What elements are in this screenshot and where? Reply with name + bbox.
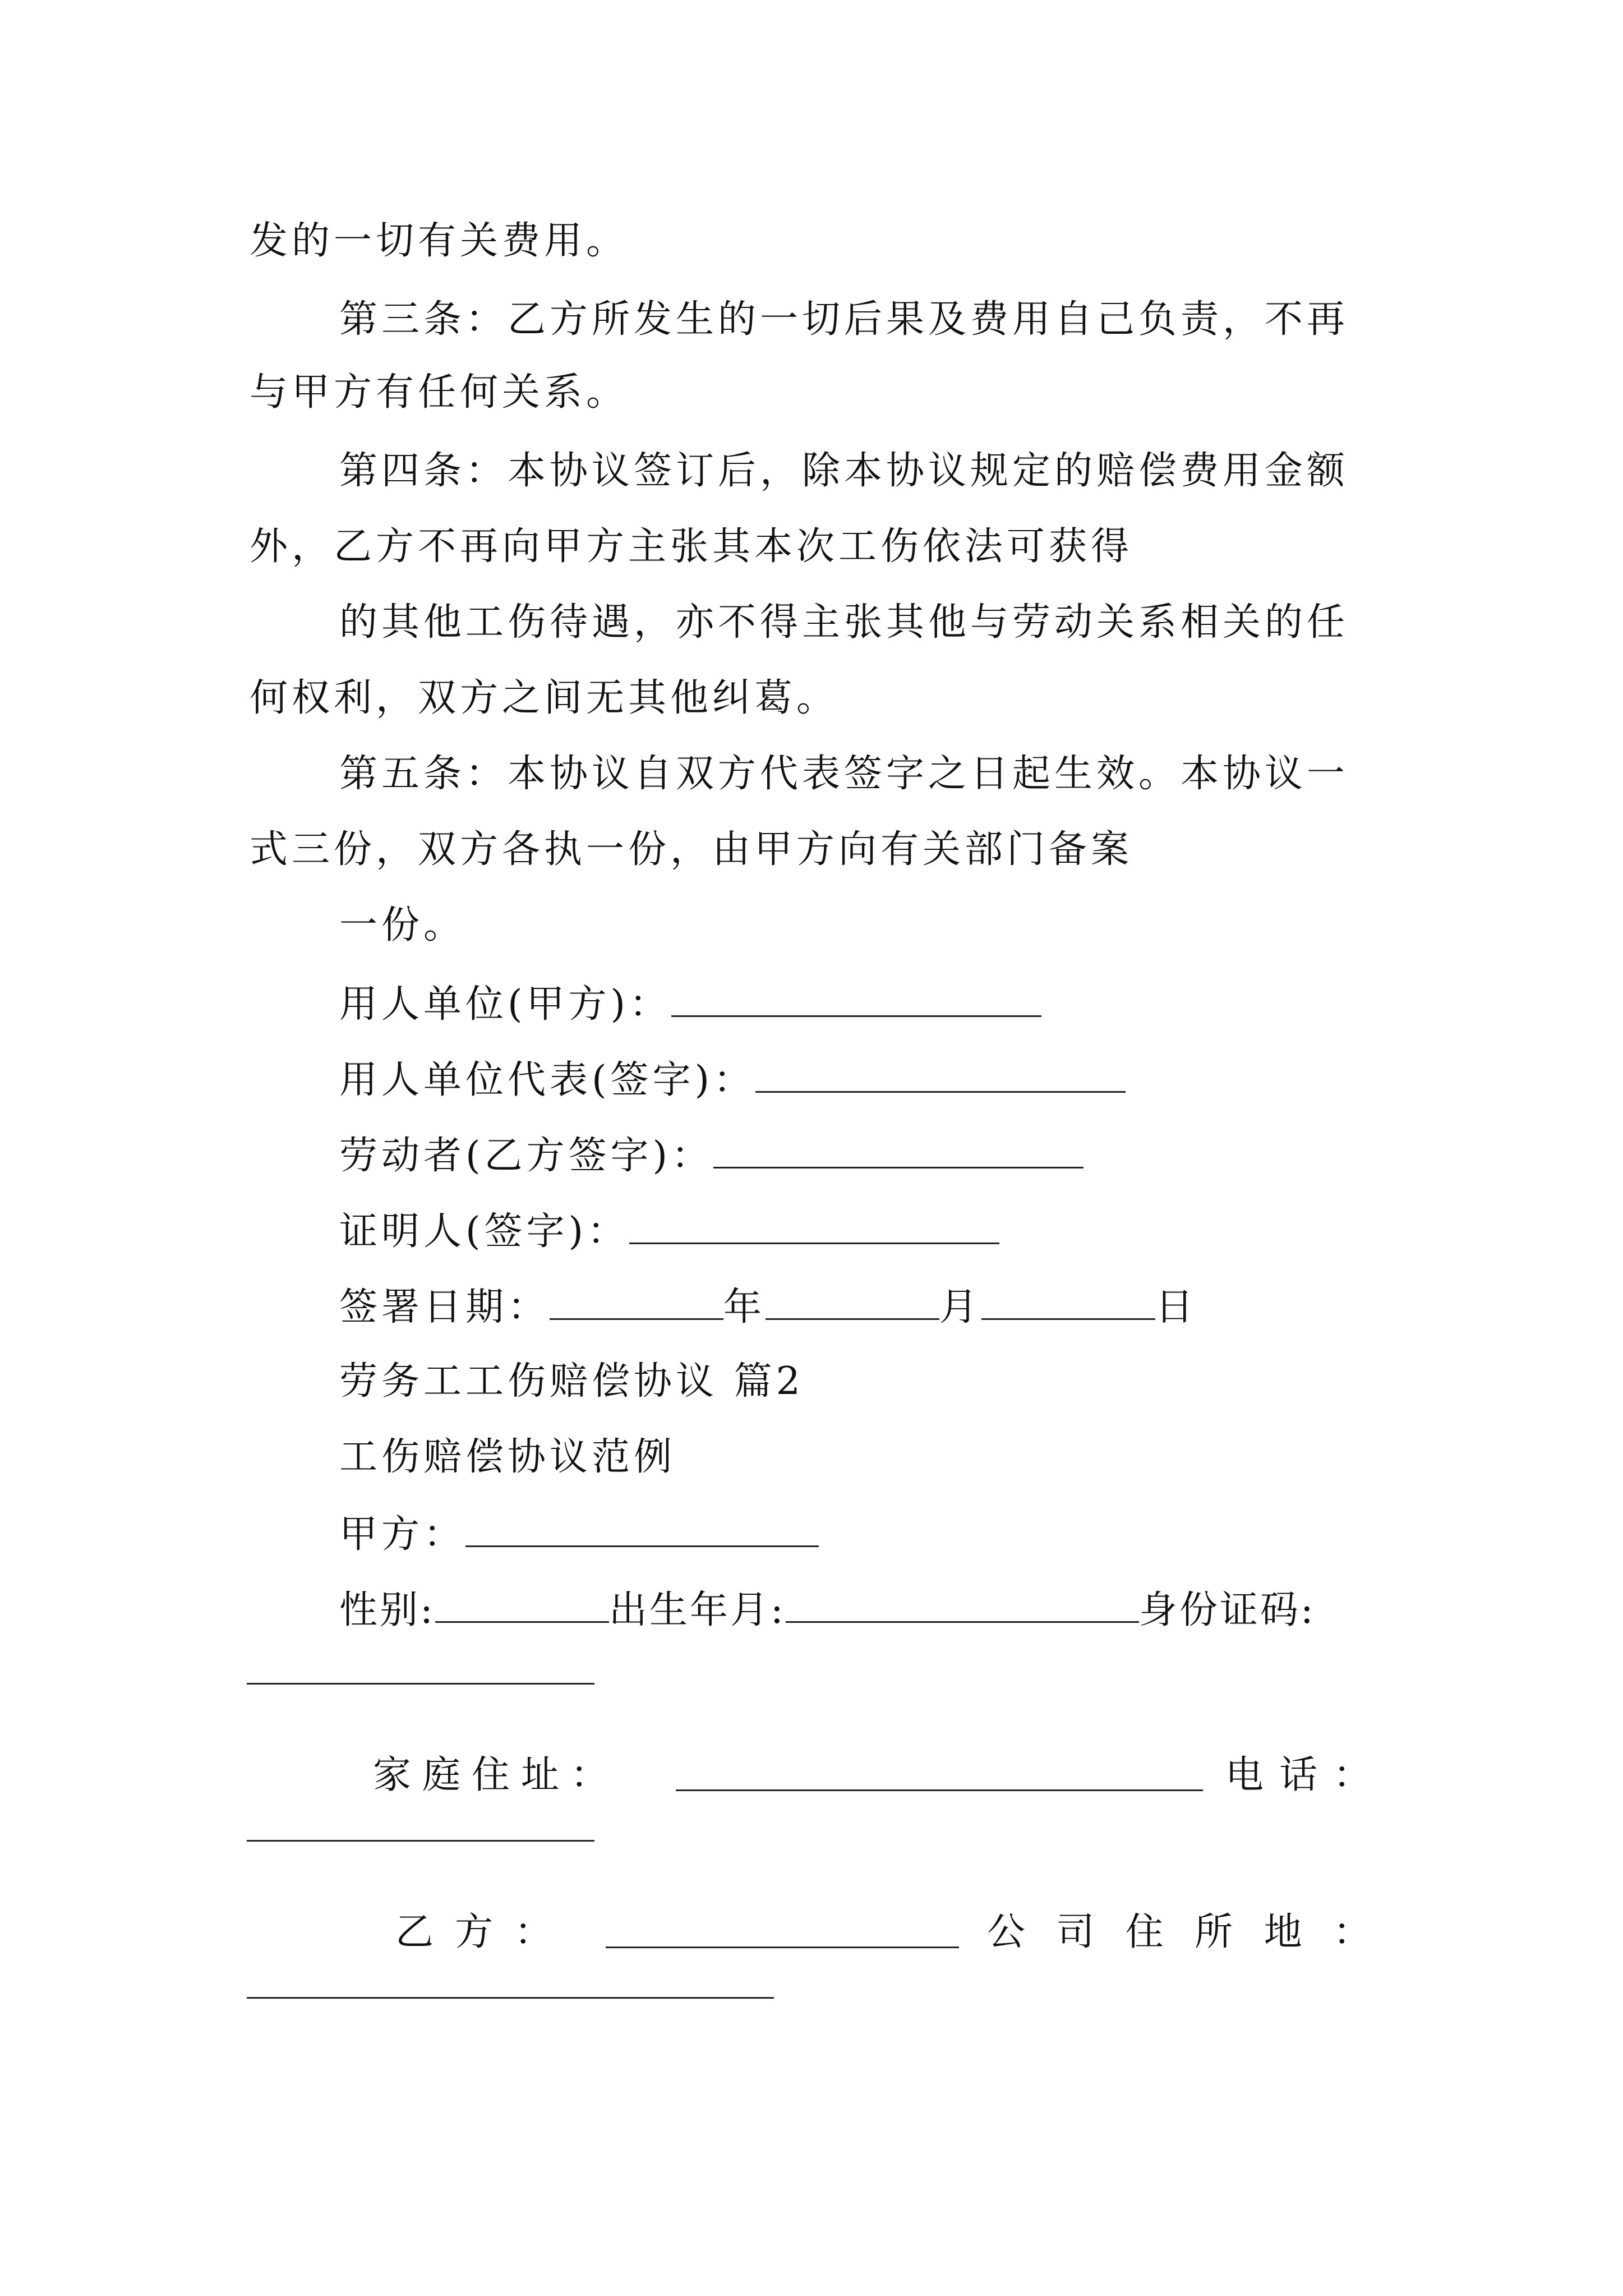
article-five: 第五条：本协议自双方代表签字之日起生效。本协议一 (339, 752, 1349, 796)
employer-row (339, 975, 1041, 1031)
paragraph-line: 何权利，双方之间无其他纠葛。 (250, 676, 839, 720)
birth-label: 出生年月: (608, 1588, 786, 1632)
gender-field[interactable] (435, 1581, 609, 1623)
party-b-label: 乙 方 ： (395, 1910, 552, 1954)
worker-signature-field[interactable] (713, 1126, 1083, 1168)
personal-info-row (339, 1581, 1316, 1637)
paragraph-line: 一份。 (339, 903, 466, 947)
party-a-row (339, 1505, 819, 1561)
section-heading: 劳务工工伤赔偿协议 篇2 (339, 1359, 804, 1404)
address-field[interactable] (676, 1789, 1203, 1791)
gender-label: 性别: (339, 1588, 435, 1632)
paragraph-line: 外，乙方不再向甲方主张其本次工伤依法可获得 (250, 524, 1133, 569)
address-label: 家 庭 住 址 ： (373, 1753, 608, 1797)
year-field[interactable] (550, 1278, 723, 1320)
date-label: 签署日期： (339, 1285, 550, 1329)
section-subheading: 工伤赔偿协议范例 (339, 1435, 676, 1479)
article-four: 第四条：本协议签订后，除本协议规定的赔偿费用金额 (339, 449, 1349, 493)
employer-rep-label: 用人单位代表(签字)： (339, 1058, 756, 1102)
employer-label: 用人单位(甲方)： (339, 982, 672, 1027)
witness-row (339, 1202, 999, 1258)
phone-field[interactable] (247, 1840, 594, 1842)
employer-field[interactable] (671, 975, 1041, 1017)
company-address-field[interactable] (247, 1997, 774, 1999)
birth-field[interactable] (786, 1581, 1139, 1623)
paragraph-line: 发的一切有关费用。 (250, 219, 629, 263)
party-b-field[interactable] (606, 1947, 959, 1948)
month-field[interactable] (766, 1278, 939, 1320)
employer-rep-field[interactable] (755, 1051, 1126, 1093)
worker-row (339, 1126, 1083, 1182)
employer-rep-row (339, 1051, 1126, 1107)
date-row (339, 1278, 1197, 1334)
witness-label: 证明人(签字)： (339, 1209, 630, 1254)
paragraph-line: 式三份，双方各执一份，由甲方向有关部门备案 (250, 827, 1133, 872)
company-address-label: 公 司 住 所 地 ： (987, 1910, 1371, 1954)
worker-label: 劳动者(乙方签字)： (339, 1134, 714, 1178)
phone-label: 电 话 ： (1225, 1753, 1371, 1797)
month-label: 月 (939, 1285, 982, 1329)
paragraph-line: 与甲方有任何关系。 (250, 370, 629, 415)
day-field[interactable] (981, 1278, 1155, 1320)
year-label: 年 (723, 1285, 766, 1329)
party-a-label: 甲方： (339, 1512, 466, 1557)
party-a-field[interactable] (465, 1505, 819, 1547)
day-label: 日 (1155, 1285, 1198, 1329)
article-three: 第三条：乙方所发生的一切后果及费用自己负责，不再 (339, 297, 1349, 342)
paragraph-line: 的其他工伤待遇，亦不得主张其他与劳动关系相关的任 (339, 600, 1349, 645)
id-field[interactable] (247, 1683, 594, 1685)
witness-signature-field[interactable] (629, 1202, 999, 1244)
id-label: 身份证码: (1138, 1588, 1316, 1632)
